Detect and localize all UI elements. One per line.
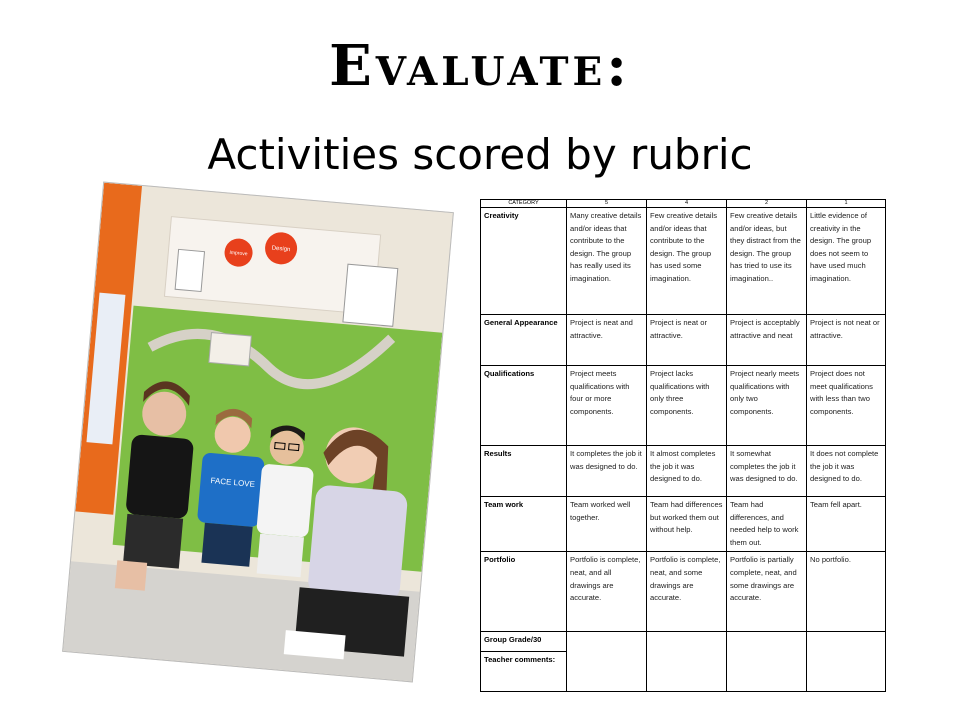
table-cell: Project lacks qualifications with only three components. [647,366,727,446]
table-cell [727,632,807,692]
table-cell: Project does not meet qualifications with less than two components. [807,366,886,446]
table-cell: Project is acceptably attractive and neat [727,315,807,366]
table-cell: Team fell apart. [807,497,886,552]
table-cell: Project meets qualifications with four or more components. [567,366,647,446]
row-category: Team work [481,497,567,552]
header-score-4: 4 [647,200,727,208]
table-cell: Project is neat and attractive. [567,315,647,366]
svg-text:FACE LOVE: FACE LOVE [210,476,256,489]
teacher-comments-label: Teacher comments: [481,652,567,692]
table-row [481,552,886,632]
table-cell: Portfolio is complete, neat, and some drawings are accurate. [647,552,727,632]
header-score-5: 5 [567,200,647,208]
table-cell: Many creative details and/or ideas that contribute to the design. The group has really used its imagination. [567,208,647,315]
header-score-1: 1 [807,200,886,208]
header-score-2: 2 [727,200,807,208]
rubric-header-row [481,200,886,208]
table-cell: It completes the job it was designed to do. [567,446,647,497]
slide-subtitle: Activities scored by rubric [207,130,753,179]
table-cell: Team had differences but worked them out without help. [647,497,727,552]
table-cell: Few creative details and/or ideas, but they distract from the design. The group has tried to use its imagination.. [727,208,807,315]
table-cell: It somewhat completes the job it was designed to do. [727,446,807,497]
table-row [481,497,886,552]
table-row [481,446,886,497]
table-cell [567,632,647,692]
table-cell: Little evidence of creativity in the design. The group does not seem to have used much imagination. [807,208,886,315]
table-cell: Portfolio is complete, neat, and all drawings are accurate. [567,552,647,632]
row-category: Results [481,446,567,497]
table-cell: Project nearly meets qualifications with only two components. [727,366,807,446]
slide-title: Evaluate: [329,33,631,99]
table-cell: Few creative details and/or ideas that contribute to the design. The group has used some imagination. [647,208,727,315]
row-category: General Appearance [481,315,567,366]
table-cell: It does not complete the job it was designed to do. [807,446,886,497]
row-category: Creativity [481,208,567,315]
wall-circle-label: Improve [229,249,248,258]
table-row [481,315,886,366]
row-category: Portfolio [481,552,567,632]
table-row [481,208,886,315]
table-cell: Team worked well together. [567,497,647,552]
table-cell: It almost completes the job it was designed to do. [647,446,727,497]
table-cell [647,632,727,692]
wall-circle-label: Design [271,245,291,254]
table-cell: Portfolio is partially complete, neat, and some drawings are accurate. [727,552,807,632]
rubric-table [480,199,886,692]
classroom-photo [62,182,454,683]
table-cell [807,632,886,692]
table-row [481,632,886,652]
table-cell: Team had differences, and needed help to work them out. [727,497,807,552]
group-grade-label: Group Grade/30 [481,632,567,652]
table-cell: Project is not neat or attractive. [807,315,886,366]
row-category: Qualifications [481,366,567,446]
table-row [481,366,886,446]
header-category: CATEGORY [481,200,567,208]
table-cell: Project is neat or attractive. [647,315,727,366]
table-cell: No portfolio. [807,552,886,632]
